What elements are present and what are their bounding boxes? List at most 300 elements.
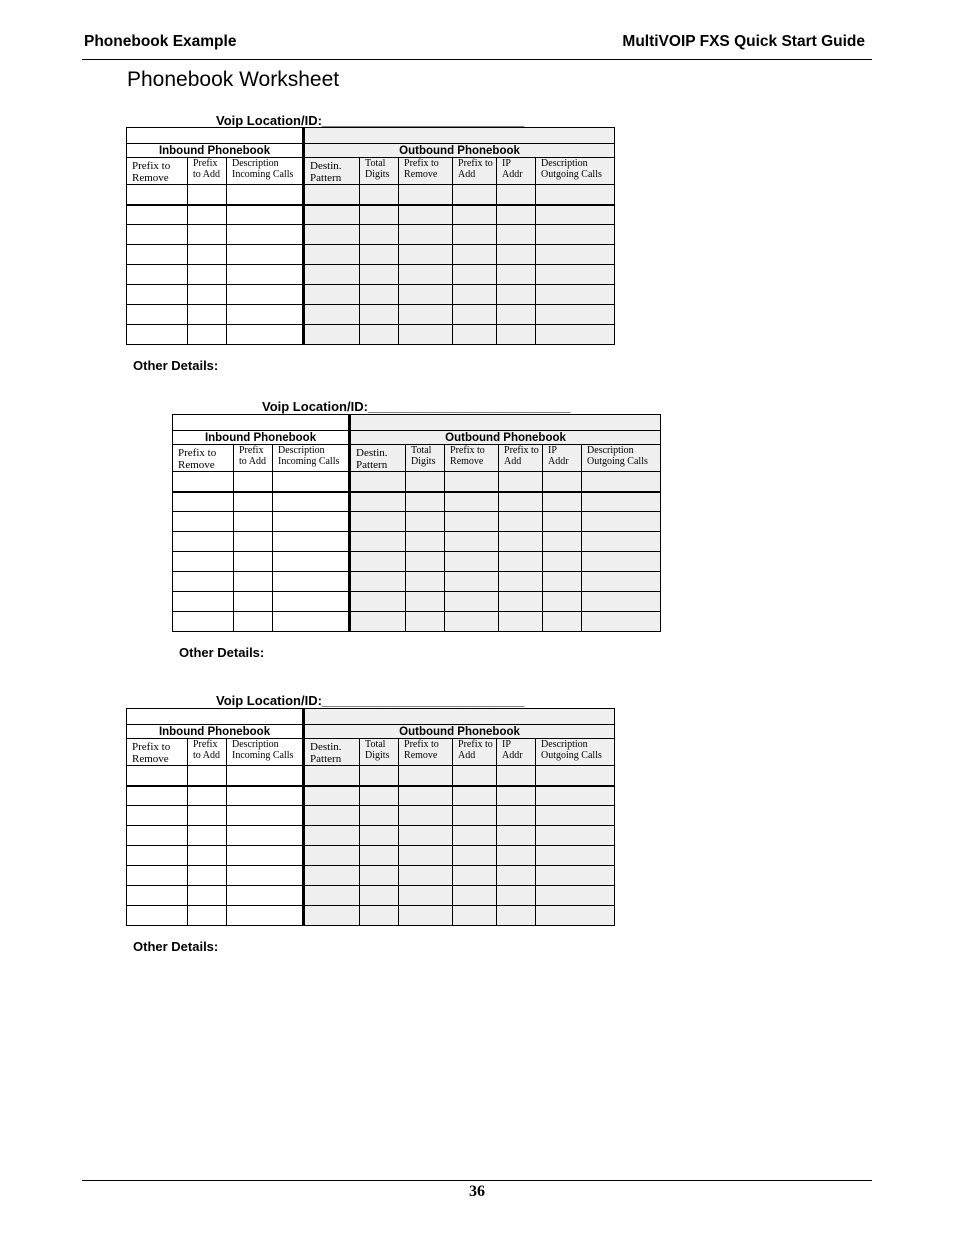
entry-cell[interactable] (173, 472, 234, 492)
outbound-phonebook-header: Outbound Phonebook (304, 725, 615, 739)
entry-cell[interactable] (543, 492, 582, 512)
table-top-row (127, 709, 615, 725)
entry-cell[interactable] (304, 866, 360, 886)
entry-cell[interactable] (360, 886, 399, 906)
entry-cell[interactable] (227, 305, 304, 325)
entry-cell[interactable] (127, 265, 188, 285)
entry-cell[interactable] (543, 552, 582, 572)
entry-cell[interactable] (406, 492, 445, 512)
table-top-row (173, 415, 661, 431)
table-row (127, 225, 615, 245)
running-header-section: Phonebook Example (84, 33, 237, 50)
entry-cell[interactable] (173, 572, 234, 592)
entry-cell[interactable] (304, 245, 360, 265)
table-row (127, 205, 615, 225)
entry-cell[interactable] (497, 806, 536, 826)
entry-cell[interactable] (273, 472, 350, 492)
entry-cell[interactable] (536, 886, 615, 906)
column-header: Prefix to Remove (445, 445, 499, 472)
entry-cell[interactable] (445, 512, 499, 532)
entry-cell[interactable] (127, 906, 188, 926)
entry-cell[interactable] (453, 906, 497, 926)
entry-cell[interactable] (350, 572, 406, 592)
table-row (127, 886, 615, 906)
column-header: Total Digits (406, 445, 445, 472)
entry-cell[interactable] (399, 265, 453, 285)
voip-location-label-1: Voip Location/ID:____________________________ (216, 113, 525, 128)
entry-cell[interactable] (304, 826, 360, 846)
entry-cell[interactable] (543, 532, 582, 552)
entry-cell[interactable] (497, 305, 536, 325)
entry-cell[interactable] (350, 512, 406, 532)
entry-cell[interactable] (453, 866, 497, 886)
entry-cell[interactable] (304, 205, 360, 225)
entry-cell[interactable] (234, 552, 273, 572)
voip-location-label-2: Voip Location/ID:____________________________ (262, 399, 571, 414)
table-row (127, 185, 615, 205)
table-row (173, 472, 661, 492)
entry-cell[interactable] (188, 265, 227, 285)
entry-cell[interactable] (499, 612, 543, 632)
entry-cell[interactable] (453, 846, 497, 866)
entry-cell[interactable] (445, 532, 499, 552)
entry-cell[interactable] (536, 906, 615, 926)
entry-cell[interactable] (173, 492, 234, 512)
entry-cell[interactable] (453, 886, 497, 906)
entry-cell[interactable] (350, 492, 406, 512)
outbound-blank-cell (350, 415, 661, 431)
entry-cell[interactable] (406, 512, 445, 532)
entry-cell[interactable] (445, 612, 499, 632)
entry-cell[interactable] (406, 592, 445, 612)
entry-cell[interactable] (453, 826, 497, 846)
table-row (127, 766, 615, 786)
entry-cell[interactable] (536, 265, 615, 285)
inbound-blank-cell (173, 415, 350, 431)
entry-cell[interactable] (188, 225, 227, 245)
entry-cell[interactable] (273, 552, 350, 572)
column-header: Description Outgoing Calls (536, 158, 615, 185)
entry-cell[interactable] (304, 265, 360, 285)
entry-cell[interactable] (582, 492, 661, 512)
table-row (127, 866, 615, 886)
entry-cell[interactable] (127, 245, 188, 265)
entry-cell[interactable] (582, 532, 661, 552)
entry-cell[interactable] (360, 786, 399, 806)
entry-cell[interactable] (453, 305, 497, 325)
entry-cell[interactable] (188, 205, 227, 225)
entry-cell[interactable] (304, 285, 360, 305)
entry-cell[interactable] (497, 325, 536, 345)
column-header: Description Incoming Calls (227, 739, 304, 766)
entry-cell[interactable] (188, 305, 227, 325)
voip-location-label-3: Voip Location/ID:____________________________ (216, 693, 525, 708)
column-header: IP Addr (497, 158, 536, 185)
entry-cell[interactable] (188, 285, 227, 305)
entry-cell[interactable] (127, 886, 188, 906)
entry-cell[interactable] (173, 592, 234, 612)
entry-cell[interactable] (582, 472, 661, 492)
entry-cell[interactable] (497, 225, 536, 245)
column-header: Description Incoming Calls (227, 158, 304, 185)
column-header: Prefix to Add (453, 739, 497, 766)
entry-cell[interactable] (582, 612, 661, 632)
entry-cell[interactable] (497, 185, 536, 205)
entry-cell[interactable] (173, 532, 234, 552)
entry-cell[interactable] (127, 866, 188, 886)
entry-cell[interactable] (227, 806, 304, 826)
entry-cell[interactable] (536, 325, 615, 345)
entry-cell[interactable] (497, 846, 536, 866)
phonebook-table-2 (172, 414, 661, 632)
entry-cell[interactable] (188, 906, 227, 926)
entry-cell[interactable] (188, 786, 227, 806)
inbound-phonebook-header: Inbound Phonebook (127, 725, 304, 739)
other-details-label-2: Other Details: (179, 645, 265, 660)
entry-cell[interactable] (360, 325, 399, 345)
table-row (127, 846, 615, 866)
entry-cell[interactable] (499, 592, 543, 612)
phonebook-table-3 (126, 708, 615, 926)
table-row (127, 786, 615, 806)
entry-cell[interactable] (304, 325, 360, 345)
entry-cell[interactable] (227, 886, 304, 906)
entry-cell[interactable] (227, 766, 304, 786)
entry-cell[interactable] (399, 786, 453, 806)
entry-cell[interactable] (273, 532, 350, 552)
entry-cell[interactable] (234, 572, 273, 592)
entry-cell[interactable] (536, 185, 615, 205)
entry-cell[interactable] (536, 285, 615, 305)
entry-cell[interactable] (127, 806, 188, 826)
entry-cell[interactable] (536, 225, 615, 245)
entry-cell[interactable] (406, 472, 445, 492)
column-header: Prefix to Remove (399, 158, 453, 185)
entry-cell[interactable] (453, 766, 497, 786)
entry-cell[interactable] (350, 552, 406, 572)
entry-cell[interactable] (536, 826, 615, 846)
entry-cell[interactable] (234, 532, 273, 552)
entry-cell[interactable] (127, 826, 188, 846)
table-row (127, 245, 615, 265)
entry-cell[interactable] (445, 492, 499, 512)
column-header: Description Outgoing Calls (536, 739, 615, 766)
section-header-row (173, 431, 661, 445)
other-details-label-3: Other Details: (133, 939, 219, 954)
entry-cell[interactable] (497, 245, 536, 265)
entry-cell[interactable] (582, 572, 661, 592)
column-header: IP Addr (497, 739, 536, 766)
entry-cell[interactable] (234, 612, 273, 632)
entry-cell[interactable] (273, 492, 350, 512)
column-header: Prefix to Add (188, 739, 227, 766)
entry-cell[interactable] (497, 826, 536, 846)
entry-cell[interactable] (399, 185, 453, 205)
entry-cell[interactable] (360, 185, 399, 205)
entry-cell[interactable] (499, 492, 543, 512)
entry-cell[interactable] (543, 472, 582, 492)
section-header-row (127, 144, 615, 158)
entry-cell[interactable] (536, 846, 615, 866)
entry-cell[interactable] (227, 325, 304, 345)
entry-cell[interactable] (453, 185, 497, 205)
entry-cell[interactable] (227, 786, 304, 806)
entry-cell[interactable] (127, 285, 188, 305)
entry-cell[interactable] (188, 325, 227, 345)
entry-cell[interactable] (227, 826, 304, 846)
running-header-title: MultiVOIP FXS Quick Start Guide (622, 33, 865, 50)
entry-cell[interactable] (406, 532, 445, 552)
table-row (127, 285, 615, 305)
entry-cell[interactable] (350, 612, 406, 632)
entry-cell[interactable] (453, 285, 497, 305)
entry-cell[interactable] (497, 866, 536, 886)
column-header-row (173, 445, 661, 472)
entry-cell[interactable] (227, 205, 304, 225)
entry-cell[interactable] (399, 225, 453, 245)
column-header-row (127, 739, 615, 766)
entry-cell[interactable] (350, 472, 406, 492)
table-row (127, 806, 615, 826)
entry-cell[interactable] (227, 906, 304, 926)
entry-cell[interactable] (399, 846, 453, 866)
entry-cell[interactable] (453, 325, 497, 345)
entry-cell[interactable] (127, 786, 188, 806)
entry-cell[interactable] (399, 906, 453, 926)
entry-cell[interactable] (360, 826, 399, 846)
entry-cell[interactable] (188, 766, 227, 786)
inbound-blank-cell (127, 709, 304, 725)
entry-cell[interactable] (543, 592, 582, 612)
column-header: Prefix to Remove (127, 739, 188, 766)
entry-cell[interactable] (582, 552, 661, 572)
entry-cell[interactable] (406, 612, 445, 632)
entry-cell[interactable] (360, 766, 399, 786)
column-header: Destin. Pattern (304, 158, 360, 185)
entry-cell[interactable] (234, 492, 273, 512)
entry-cell[interactable] (497, 886, 536, 906)
entry-cell[interactable] (406, 572, 445, 592)
outbound-blank-cell (304, 128, 615, 144)
column-header: Prefix to Remove (399, 739, 453, 766)
entry-cell[interactable] (360, 265, 399, 285)
entry-cell[interactable] (399, 245, 453, 265)
table-row (173, 512, 661, 532)
entry-cell[interactable] (127, 225, 188, 245)
entry-cell[interactable] (497, 766, 536, 786)
entry-cell[interactable] (234, 472, 273, 492)
entry-cell[interactable] (497, 906, 536, 926)
entry-cell[interactable] (127, 305, 188, 325)
entry-cell[interactable] (188, 866, 227, 886)
entry-cell[interactable] (304, 225, 360, 245)
entry-cell[interactable] (499, 532, 543, 552)
entry-cell[interactable] (360, 205, 399, 225)
entry-cell[interactable] (304, 886, 360, 906)
entry-cell[interactable] (499, 572, 543, 592)
entry-cell[interactable] (173, 552, 234, 572)
entry-cell[interactable] (445, 472, 499, 492)
table-row (173, 572, 661, 592)
entry-cell[interactable] (453, 205, 497, 225)
column-header: Prefix to Add (453, 158, 497, 185)
phonebook-table-1 (126, 127, 615, 345)
entry-cell[interactable] (399, 886, 453, 906)
entry-cell[interactable] (536, 806, 615, 826)
entry-cell[interactable] (582, 512, 661, 532)
entry-cell[interactable] (227, 285, 304, 305)
entry-cell[interactable] (399, 305, 453, 325)
table-row (127, 305, 615, 325)
entry-cell[interactable] (497, 786, 536, 806)
entry-cell[interactable] (350, 532, 406, 552)
entry-cell[interactable] (445, 572, 499, 592)
entry-cell[interactable] (497, 265, 536, 285)
entry-cell[interactable] (304, 766, 360, 786)
entry-cell[interactable] (227, 185, 304, 205)
entry-cell[interactable] (399, 205, 453, 225)
entry-cell[interactable] (304, 185, 360, 205)
entry-cell[interactable] (499, 472, 543, 492)
outbound-phonebook-header: Outbound Phonebook (350, 431, 661, 445)
column-header: Destin. Pattern (304, 739, 360, 766)
entry-cell[interactable] (304, 786, 360, 806)
header-rule (82, 59, 872, 60)
entry-cell[interactable] (360, 846, 399, 866)
entry-cell[interactable] (360, 305, 399, 325)
entry-cell[interactable] (227, 245, 304, 265)
column-header: Prefix to Add (499, 445, 543, 472)
outbound-phonebook-header: Outbound Phonebook (304, 144, 615, 158)
entry-cell[interactable] (399, 806, 453, 826)
entry-cell[interactable] (360, 225, 399, 245)
entry-cell[interactable] (227, 265, 304, 285)
table-row (127, 265, 615, 285)
page-number: 36 (469, 1183, 485, 1200)
entry-cell[interactable] (360, 906, 399, 926)
entry-cell[interactable] (304, 906, 360, 926)
entry-cell[interactable] (497, 205, 536, 225)
footer-rule (82, 1180, 872, 1181)
entry-cell[interactable] (453, 245, 497, 265)
entry-cell[interactable] (273, 572, 350, 592)
entry-cell[interactable] (406, 552, 445, 572)
entry-cell[interactable] (453, 806, 497, 826)
table-row (173, 592, 661, 612)
column-header: Total Digits (360, 739, 399, 766)
entry-cell[interactable] (127, 766, 188, 786)
entry-cell[interactable] (445, 552, 499, 572)
entry-cell[interactable] (536, 305, 615, 325)
entry-cell[interactable] (360, 285, 399, 305)
entry-cell[interactable] (304, 305, 360, 325)
entry-cell[interactable] (173, 512, 234, 532)
entry-cell[interactable] (536, 766, 615, 786)
entry-cell[interactable] (399, 766, 453, 786)
entry-cell[interactable] (273, 512, 350, 532)
table-row (173, 552, 661, 572)
column-header: Prefix to Remove (173, 445, 234, 472)
entry-cell[interactable] (582, 592, 661, 612)
column-header: Description Incoming Calls (273, 445, 350, 472)
entry-cell[interactable] (234, 592, 273, 612)
entry-cell[interactable] (188, 886, 227, 906)
table-top-row (127, 128, 615, 144)
entry-cell[interactable] (304, 846, 360, 866)
entry-cell[interactable] (350, 592, 406, 612)
entry-cell[interactable] (497, 285, 536, 305)
entry-cell[interactable] (536, 866, 615, 886)
entry-cell[interactable] (227, 866, 304, 886)
entry-cell[interactable] (536, 205, 615, 225)
entry-cell[interactable] (188, 185, 227, 205)
entry-cell[interactable] (543, 512, 582, 532)
entry-cell[interactable] (188, 846, 227, 866)
entry-cell[interactable] (188, 245, 227, 265)
entry-cell[interactable] (543, 612, 582, 632)
entry-cell[interactable] (543, 572, 582, 592)
page-title: Phonebook Worksheet (127, 68, 340, 91)
entry-cell[interactable] (445, 592, 499, 612)
entry-cell[interactable] (360, 245, 399, 265)
entry-cell[interactable] (188, 806, 227, 826)
entry-cell[interactable] (273, 612, 350, 632)
entry-cell[interactable] (304, 806, 360, 826)
inbound-blank-cell (127, 128, 304, 144)
entry-cell[interactable] (227, 225, 304, 245)
entry-cell[interactable] (399, 826, 453, 846)
entry-cell[interactable] (360, 866, 399, 886)
table-row (127, 906, 615, 926)
section-header-row (127, 725, 615, 739)
table-row (173, 492, 661, 512)
table-row (127, 325, 615, 345)
entry-cell[interactable] (499, 512, 543, 532)
column-header: IP Addr (543, 445, 582, 472)
entry-cell[interactable] (127, 205, 188, 225)
entry-cell[interactable] (453, 265, 497, 285)
table-row (127, 826, 615, 846)
entry-cell[interactable] (399, 285, 453, 305)
entry-cell[interactable] (127, 846, 188, 866)
column-header: Description Outgoing Calls (582, 445, 661, 472)
other-details-label-1: Other Details: (133, 358, 219, 373)
entry-cell[interactable] (273, 592, 350, 612)
entry-cell[interactable] (453, 225, 497, 245)
table-row (173, 532, 661, 552)
entry-cell[interactable] (399, 325, 453, 345)
column-header: Prefix to Add (234, 445, 273, 472)
entry-cell[interactable] (127, 325, 188, 345)
entry-cell[interactable] (360, 806, 399, 826)
table-row (173, 612, 661, 632)
entry-cell[interactable] (173, 612, 234, 632)
entry-cell[interactable] (234, 512, 273, 532)
entry-cell[interactable] (188, 826, 227, 846)
entry-cell[interactable] (536, 786, 615, 806)
inbound-phonebook-header: Inbound Phonebook (127, 144, 304, 158)
entry-cell[interactable] (536, 245, 615, 265)
entry-cell[interactable] (127, 185, 188, 205)
column-header: Prefix to Remove (127, 158, 188, 185)
column-header-row (127, 158, 615, 185)
entry-cell[interactable] (399, 866, 453, 886)
column-header: Destin. Pattern (350, 445, 406, 472)
outbound-blank-cell (304, 709, 615, 725)
entry-cell[interactable] (227, 846, 304, 866)
entry-cell[interactable] (499, 552, 543, 572)
entry-cell[interactable] (453, 786, 497, 806)
